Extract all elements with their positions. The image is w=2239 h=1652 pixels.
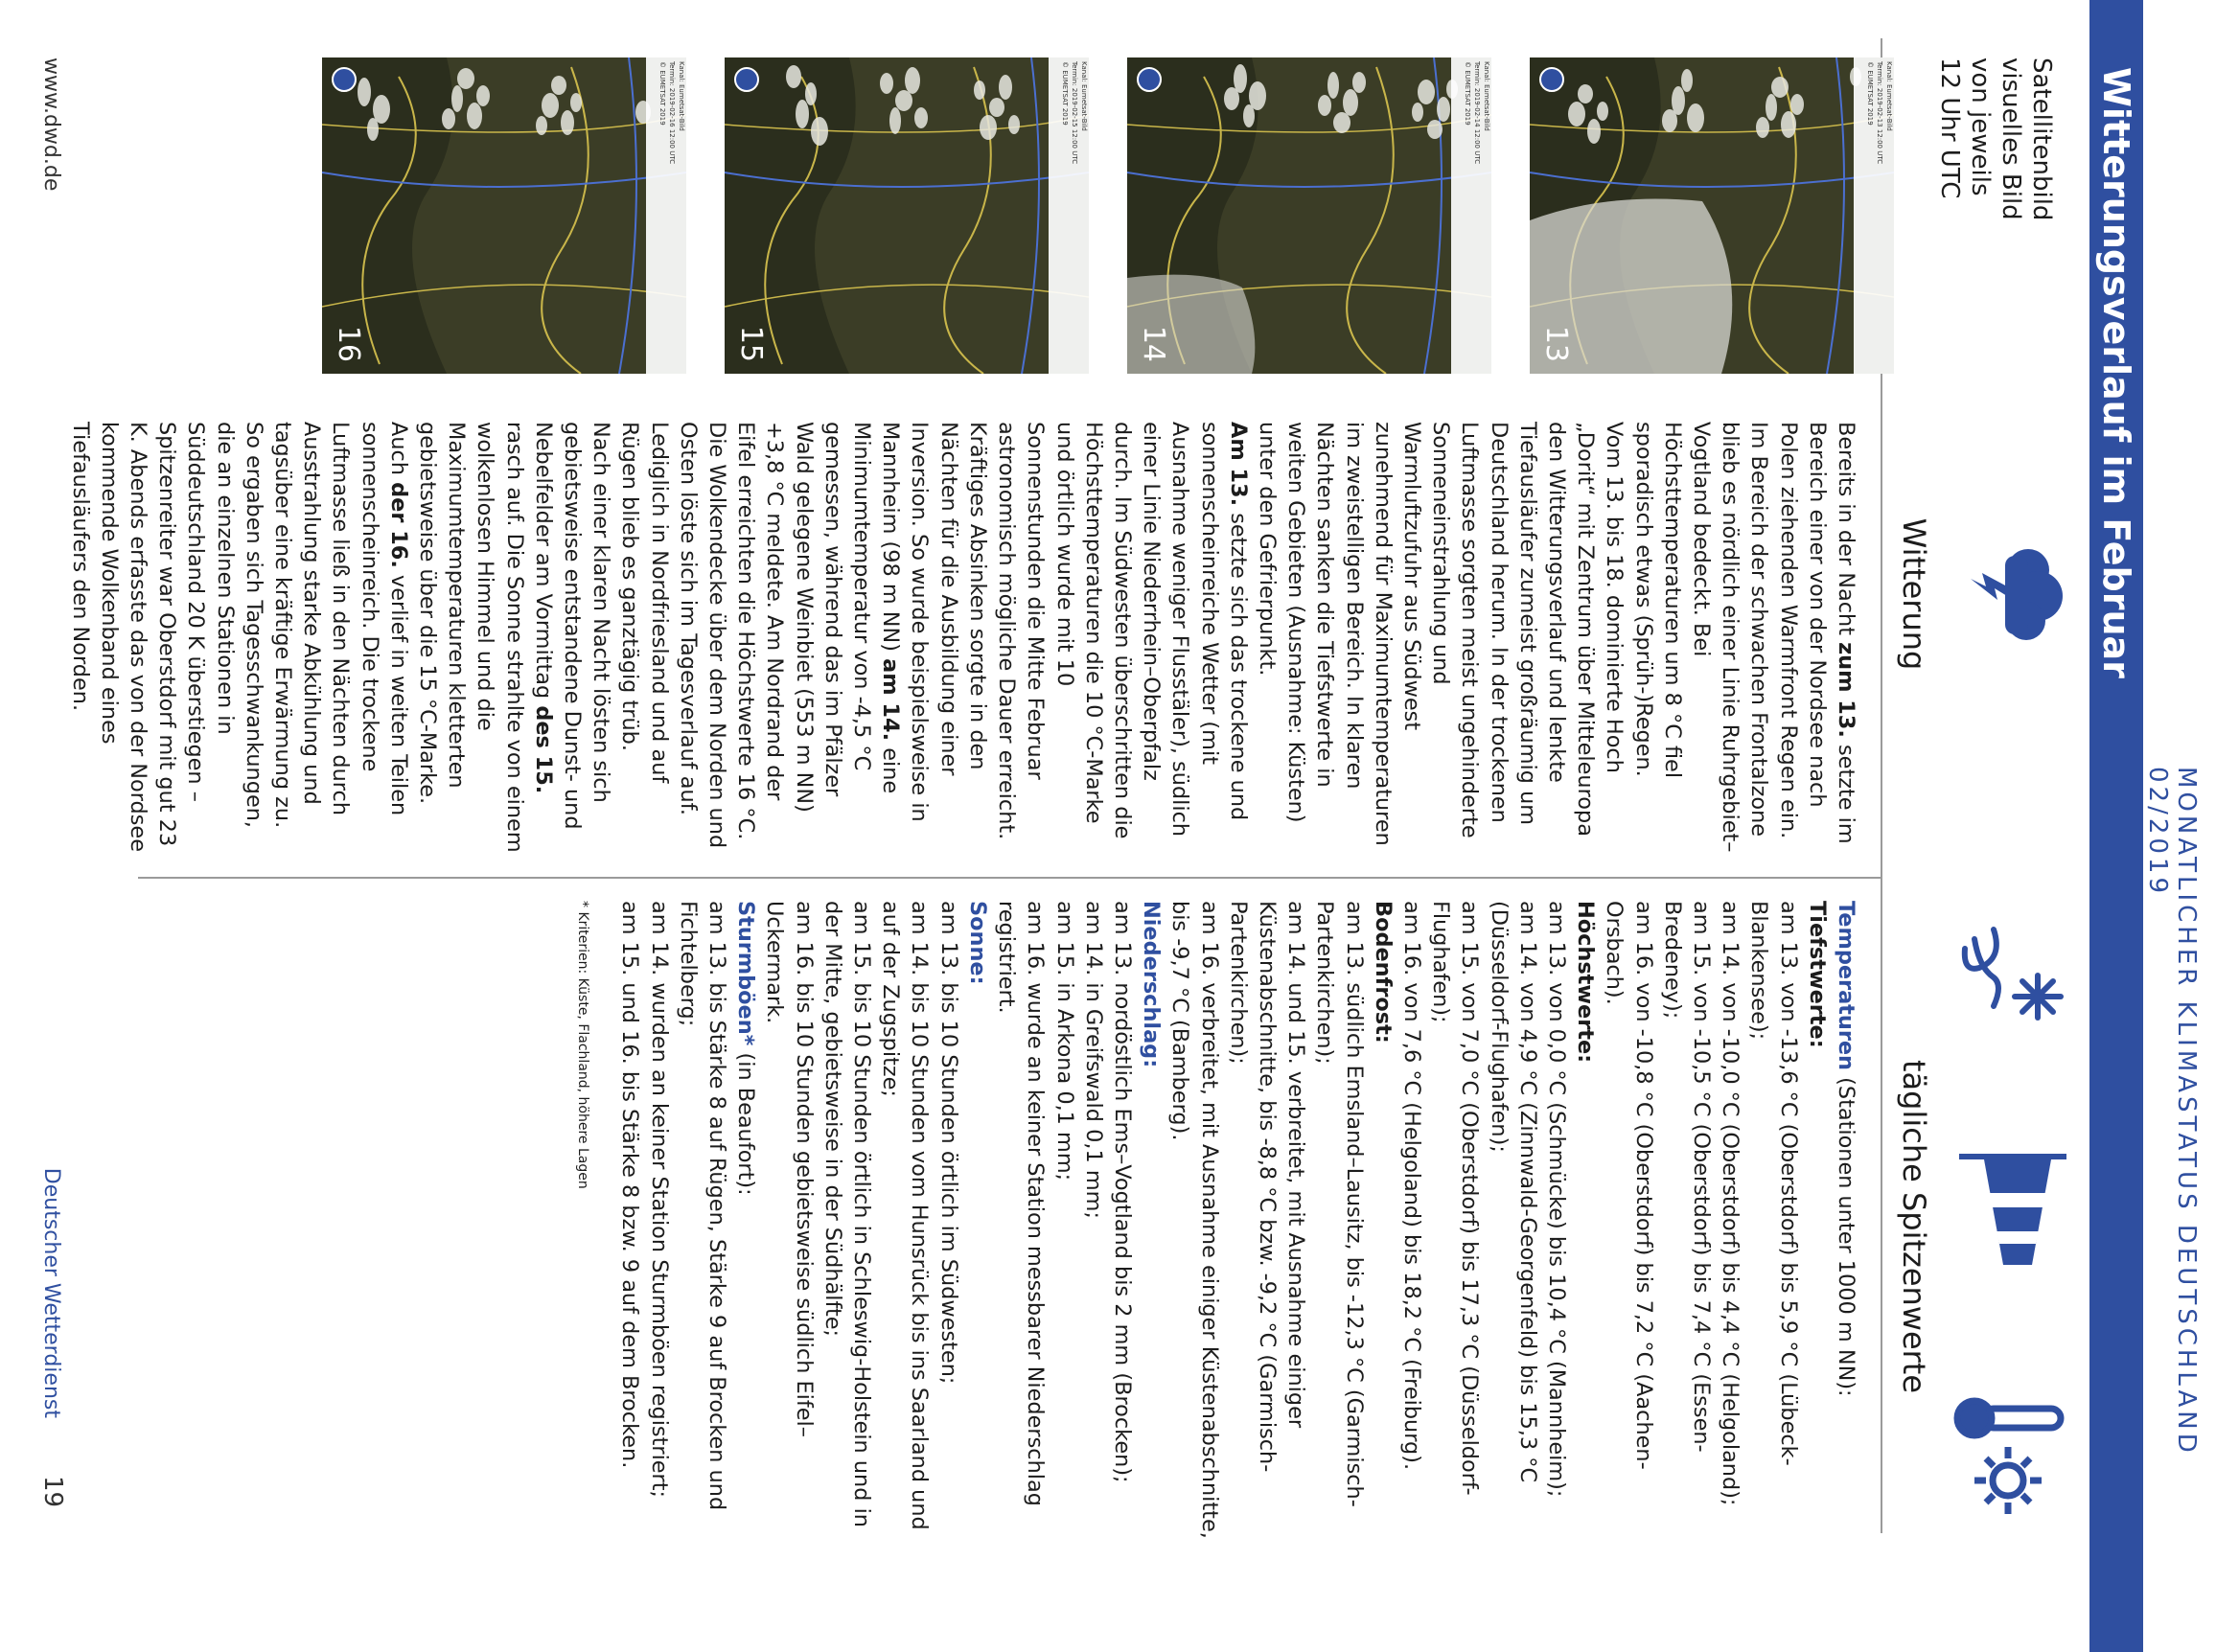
weather-paragraph: Auch der 16. verlief in weiten Teilen sonnenscheinreich. Die trockene Luftmasse ließ in den Nächten durch Ausstrahlung starke Abkühlung und tagsüber eine kräftige Erwärmung zu. So ergaben sich Tagesschwankungen, die an einzelnen Stationen in Süddeutschland 20 K überstiegen – Spitzenreiter war Oberstdorf mit gut 23 K. Abends erfasste das von der Nordsee kommende Wolkenband eines Tiefausläufers den Norden. [67,422,411,852]
value-line: am 15. von 7,0 °C (Oberstdorf) bis 17,3 °C (Düsseldorf-Flughafen); [1428,901,1483,1496]
satellite-image-caption: Kanal: Eumetsat-Bild Termin: 2019-02-15 12:00 UTC © EUMETSAT 2019 [1049,57,1089,374]
section-title: Witterungsverlauf im Februar [2089,0,2143,1652]
dwd-logo-icon [1137,67,1162,92]
weather-paragraph: Nach einer klaren Nacht lösten sich gebietsweise entstandene Dunst- und Nebelfelder am Vormittag des 15. rasch auf. Die Sonne strahlte von einem wolkenlosen Himmel und die Maximumtemperaturen kletterten gebietsweise über die 15 °C-Marke. [415,422,614,853]
weather-paragraph: Bereits in der Nacht zum 13. setzte im Bereich einer von der Nordsee nach Polen ziehenden Warmfront Regen ein. Im Bereich der schwachen Frontalzone blieb es nördlich einer Linie Ruhrgebiet–Vogtland bedeckt. Bei Höchsttemperaturen um 8 °C fiel sporadisch etwas (Sprüh-)Regen. [1630,422,1858,853]
satellite-image-16 [322,57,686,374]
satellite-day: 15 [734,325,768,362]
weather-text [65,422,1860,853]
satellite-map [322,57,686,374]
satellite-image-caption: Kanal: Eumetsat-Bild Termin: 2019-02-16 12:00 UTC © EUMETSAT 2019 [646,57,686,374]
value-line: am 15. und 16. bis Stärke 8 bzw. 9 auf dem Brocken. [617,901,643,1469]
dwd-logo-icon [332,67,357,92]
rule-column-left [138,877,1882,879]
thermometer-sun-icon [1955,1380,2070,1524]
storm-heading: Sturmböen* [733,901,759,1046]
footnote: * Kriterien: Küste, Flachland, höhere Lagen [575,901,591,1189]
satellite-caption: Satellitenbild visuelles Bild von jeweils 12 Uhr UTC [1935,57,2056,221]
value-line: am 14. bis 10 Stunden vom Hunsrück bis ins Saarland und auf der Zugspitze; [878,901,933,1530]
satellite-day: 13 [1539,325,1573,362]
satellite-image-caption: Kanal: Eumetsat-Bild Termin: 2019-02-14 12:00 UTC © EUMETSAT 2019 [1451,57,1491,374]
value-line: am 13. südlich Emsland–Lausitz, bis -12,3 °C (Garmisch-Partenkirchen); [1312,901,1367,1507]
peak-values-label: tägliche Spitzenwerte [1896,1059,1932,1394]
value-line: am 14. in Greifswald 0,1 mm; [1080,901,1106,1219]
value-line: am 15. von -10,5 °C (Oberstdorf) bis 7,4 °C (Essen-Bredeney); [1659,901,1714,1453]
weather-paragraph: Am 13. setzte sich das trockene und sonnenscheinreiche Wetter (mit Ausnahme weniger Flusstäler), südlich einer Linie Niederrhein–Oberpfalz durch. Im Südwesten überschritten die Höchsttemperaturen die 10 °C-Marke und örtlich wurde mit 10 Sonnenstunden die Mitte Februar astronomisch mögliche Dauer erreicht. [994,422,1251,840]
value-line: am 16. von 7,6 °C (Helgoland) bis 18,2 °C (Freiburg). [1398,901,1424,1471]
value-line: am 14. von 4,9 °C (Zinnwald-Georgenfeld) bis 15,3 °C (Düsseldorf-Flughafen); [1486,901,1540,1483]
satellite-day: 16 [332,325,365,362]
value-line: am 15. in Arkona 0,1 mm; [1051,901,1077,1182]
peak-values-text: Temperaturen (Stationen unter 1000 m NN): Tiefstwerte: am 13. von -13,6 °C (Oberstdorf) bis 5,9 °C (Lübeck-Blankensee); am 14. von -10,0 °C (Oberstdorf) bis 4,4 °C (Helgoland); am 15. von -10,5 °C (Oberstdorf) bis 7,4 °C (Essen-Bredeney); am 16. von -10,8 °C (Oberstdorf) bis 7,2 °C (Aachen-Orsbach). Höchstwerte: am 13. von 0,0 °C (Schmücke) bis 10,4 °C (Mannheim); am 14. von 4,9 °C (Zinnwald-Georgenfeld) bis 15,3 °C (Düsseldorf-Flughafen); am 15. von 7,0 °C (Oberstdorf) bis 17,3 °C (Düsseldorf-Flughafen); am 16. von 7,6 °C (Helgoland) bis 18,2 °C (Freiburg). Bodenfrost: am 13. südlich Emsland–Lausitz, bis -12,3 °C (Garmisch-Partenkirchen); am 14. und 15. verbreitet, mit Ausnahme einiger Küstenabschnitte, bis -8,8 °C bzw. -9,2 °C (Garmisch-Partenkirchen); am 16. verbreitet, mit Ausnahme einiger Küstenabschnitte, bis -9,7 °C (Bamberg). Niederschlag: am 13. nordöstlich Ems–Vogtland bis 2 mm (Brocken); am 14. in Greifswald 0,1 mm; am 15. in Arkona 0,1 mm; am 16. wurde an keiner Station messbarer Niederschlag registriert. Sonne: am 13. bis 10 Stunden örtlich im Südwesten; am 14. bis 10 Stunden vom Hunsrück bis ins Saarland und auf der Zugspitze; am 15. bis 10 Stunden örtlich in Schleswig-Holstein und in der Mitte, gebietsweise in der Südhälfte; am 16. bis 10 Stunden gebietsweise südlich Eifel–Uckermark. Sturmböen* (in Beaufort): am 13. bis Stärke 8 auf Rügen, Stärke 9 auf Brocken und Fichtelberg; am 14. wurden an keiner Station Sturmböen registriert; am 15. und 16. bis Stärke 8 bzw. 9 auf dem Brocken. * Kriterien: Küste, Flachland, höhere Lagen [573,901,1860,1543]
value-line: am 16. von -10,8 °C (Oberstdorf) bis 7,2 °C (Aachen-Orsbach). [1602,901,1656,1470]
publication-header: MONATLICHER KLIMASTATUS DEUTSCHLAND 02/2019 [2143,767,2201,1457]
weather-icon [1980,537,2066,652]
precipitation-heading: Niederschlag: [1139,901,1165,1068]
value-line: am 14. und 15. verbreitet, mit Ausnahme einiger Küstenabschnitte, bis -8,8 °C bzw. -9,2 °C (Garmisch-Partenkirchen); [1225,901,1309,1473]
value-line: am 16. verbreitet, mit Ausnahme einiger Küstenabschnitte, bis -9,7 °C (Bamberg). [1167,901,1222,1539]
value-line: am 13. bis Stärke 8 auf Rügen, Stärke 9 auf Brocken und Fichtelberg; [675,901,730,1511]
satellite-map [725,57,1089,374]
max-values-heading: Höchstwerte: [1573,901,1599,1064]
cold-wind-icon [1955,920,2070,1035]
temperatures-heading: Temperaturen [1834,901,1858,1070]
weather-paragraph: Vom 13. bis 18. dominierte Hoch „Dorit“ mit Zentrum über Mitteleuropa den Witterungsverlauf und lenkte Tiefausläufer zumeist großräumig um Deutschland herum. In der trockenen Luftmasse sorgten meist ungehinderte Sonneneinstrahlung und Warmluftzufuhr aus Südwest zunehmend für Maximumtemperaturen im zweistelligen Bereich. In klaren Nächten sanken die Tiefstwerte in weiten Gebieten (Ausnahme: Küsten) unter den Gefrierpunkt. [1254,422,1627,846]
value-line: am 14. wurden an keiner Station Sturmböen registriert; [646,901,672,1499]
value-line: am 13. bis 10 Stunden örtlich im Südwesten; [935,901,961,1385]
value-line: am 16. wurde an keiner Station messbarer Niederschlag registriert. [994,901,1049,1506]
value-line: am 14. von -10,0 °C (Oberstdorf) bis 4,4 °C (Helgoland); [1718,901,1743,1506]
dwd-logo-icon [1539,67,1564,92]
weather-label: Witterung [1896,517,1932,671]
value-line: am 16. bis 10 Stunden gebietsweise südlich Eifel–Uckermark. [762,901,817,1437]
value-line: am 13. von 0,0 °C (Schmücke) bis 10,4 °C (Mannheim); [1543,901,1569,1498]
value-line: am 15. bis 10 Stunden örtlich in Schleswig-Holstein und in der Mitte, gebietsweise in der Südhälfte; [819,901,875,1527]
value-line: am 13. nordöstlich Ems–Vogtland bis 2 mm (Brocken); [1109,901,1135,1483]
satellite-image-caption: Kanal: Eumetsat-Bild Termin: 2019-02-13 12:00 UTC © EUMETSAT 2019 [1854,57,1894,374]
footer-org: Deutscher Wetterdienst [39,1167,63,1418]
ground-frost-heading: Bodenfrost: [1370,901,1396,1044]
satellite-map [1530,57,1894,374]
satellite-image-15 [725,57,1089,374]
satellite-image-14 [1127,57,1491,374]
min-values-heading: Tiefstwerte: [1804,901,1830,1048]
value-line: am 13. von -13,6 °C (Oberstdorf) bis 5,9 °C (Lübeck-Blankensee); [1746,901,1801,1466]
page-number: 19 [38,1476,67,1508]
satellite-image-13 [1530,57,1894,374]
satellite-map [1127,57,1491,374]
windsock-icon [1955,1150,2070,1284]
satellite-day: 14 [1137,325,1170,362]
weather-paragraph: Kräftiges Absinken sorgte in den Nächten für die Ausbildung einer Inversion. So wurde beispielsweise in Mannheim (98 m NN) am 14. eine Minimumtemperatur von -4,5 °C gemessen, während das im Pfälzer Wald gelegene Weinbiet (553 m NN) +3,8 °C meldete. Am Nordrand der Eifel erreichten die Höchstwerte 16 °C. Die Wolkendecke über dem Norden und Osten löste sich im Tagesverlauf auf. Lediglich in Nordfriesland und auf Rügen blieb es ganztägig trüb. [617,422,990,849]
sun-heading: Sonne: [964,901,990,985]
footer-website[interactable]: www.dwd.de [39,57,63,192]
dwd-logo-icon [734,67,759,92]
